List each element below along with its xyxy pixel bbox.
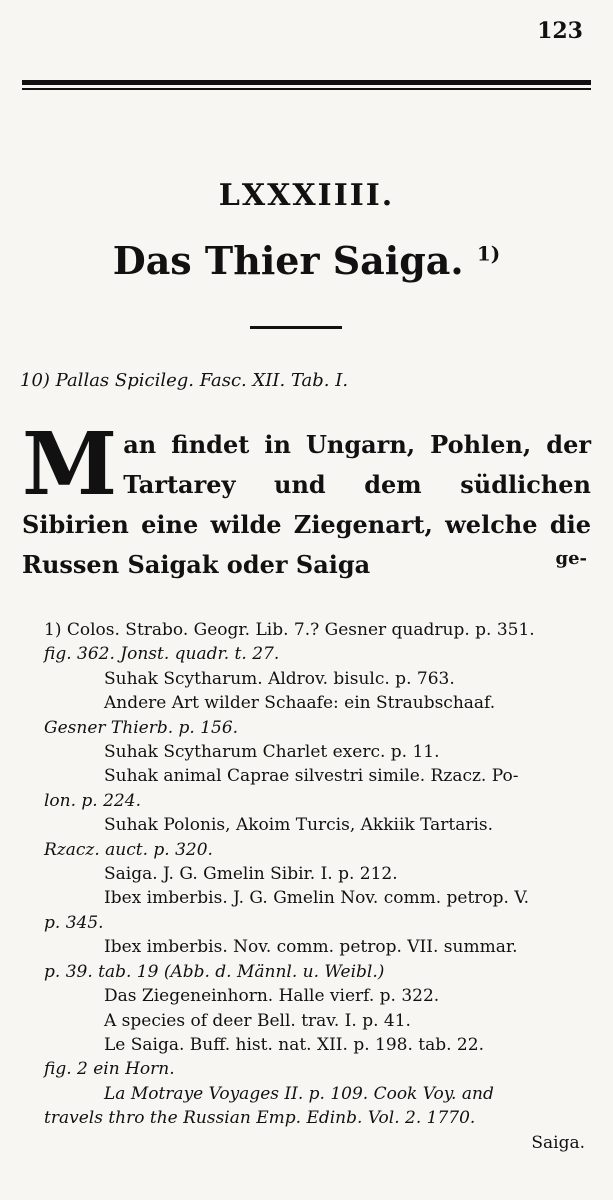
source-note: 10) Pallas Spicileg. Fasc. XII. Tab. I. [20,370,349,391]
footnote-line: p. 345. [44,912,104,933]
page-number: 123 [537,18,583,44]
footnote-line: Ibex imberbis. Nov. comm. petrop. VII. summar. [104,937,518,958]
footnote-line: Suhak Polonis, Akoim Turcis, Akkiik Tartaris. [104,815,494,836]
footnote-line: lon. p. 224. [44,790,141,811]
footnote-line: fig. 2 ein Horn. [44,1059,175,1080]
footnote-line: 1) Colos. Strabo. Geogr. Lib. 7.? Gesner quadrup. p. 351. [44,620,535,640]
footnote-line: Saiga. J. G. Gmelin Sibir. I. p. 212. [104,864,398,885]
chapter-number: LXXXIIII. [218,178,395,213]
footnote-line: Andere Art wilder Schaafe: ein Straubschaaf. [104,693,496,714]
footnote-line: Rzacz. auct. p. 320. [44,839,213,860]
header-rule-thin [22,88,591,90]
footnote-line: Le Saiga. Buff. hist. nat. XII. p. 198. tab. 22. [104,1034,484,1055]
title-rule [250,326,342,329]
footnote-line: p. 39. tab. 19 (Abb. d. Männl. u. Weibl.) [44,961,385,982]
footnote-line: Das Ziegeneinhorn. Halle vierf. p. 322. [104,986,440,1007]
header-rule [22,80,591,85]
body-text: an findet in Ungarn, Pohlen, der Tartarey und dem südlichen Sibirien eine wilde Ziegenart, welche die Russen Saigak oder Saiga [22,430,591,579]
title-text: Das Thier Saiga. [112,238,464,283]
drop-cap: M [22,414,118,515]
footnote-line: Ibex imberbis. J. G. Gmelin Nov. comm. petrop. V. [104,888,530,909]
footnote-line: Suhak Scytharum Charlet exerc. p. 11. [104,742,440,763]
chapter-title [0,238,613,283]
footnote-line: Suhak animal Caprae silvestri simile. Rzacz. Po- [104,766,519,787]
footnote-catchword: Saiga. [531,1132,585,1153]
footnote-line: Gesner Thierb. p. 156. [44,717,239,738]
footnote-line: Suhak Scytharum. Aldrov. bisulc. p. 763. [104,668,455,689]
footnotes [44,618,585,1155]
footnote-line: La Motraye Voyages II. p. 109. Cook Voy. and [104,1083,494,1104]
body-paragraph [22,414,591,585]
footnote-line: A species of deer Bell. trav. I. p. 41. [104,1010,411,1031]
footnote-line: travels thro the Russian Emp. Edinb. Vol. 2. 1770. [44,1108,476,1129]
footnote-line: fig. 362. Jonst. quadr. t. 27. [44,644,280,665]
title-note-marker: 1) [476,241,501,266]
catchword: ge- [555,548,587,569]
